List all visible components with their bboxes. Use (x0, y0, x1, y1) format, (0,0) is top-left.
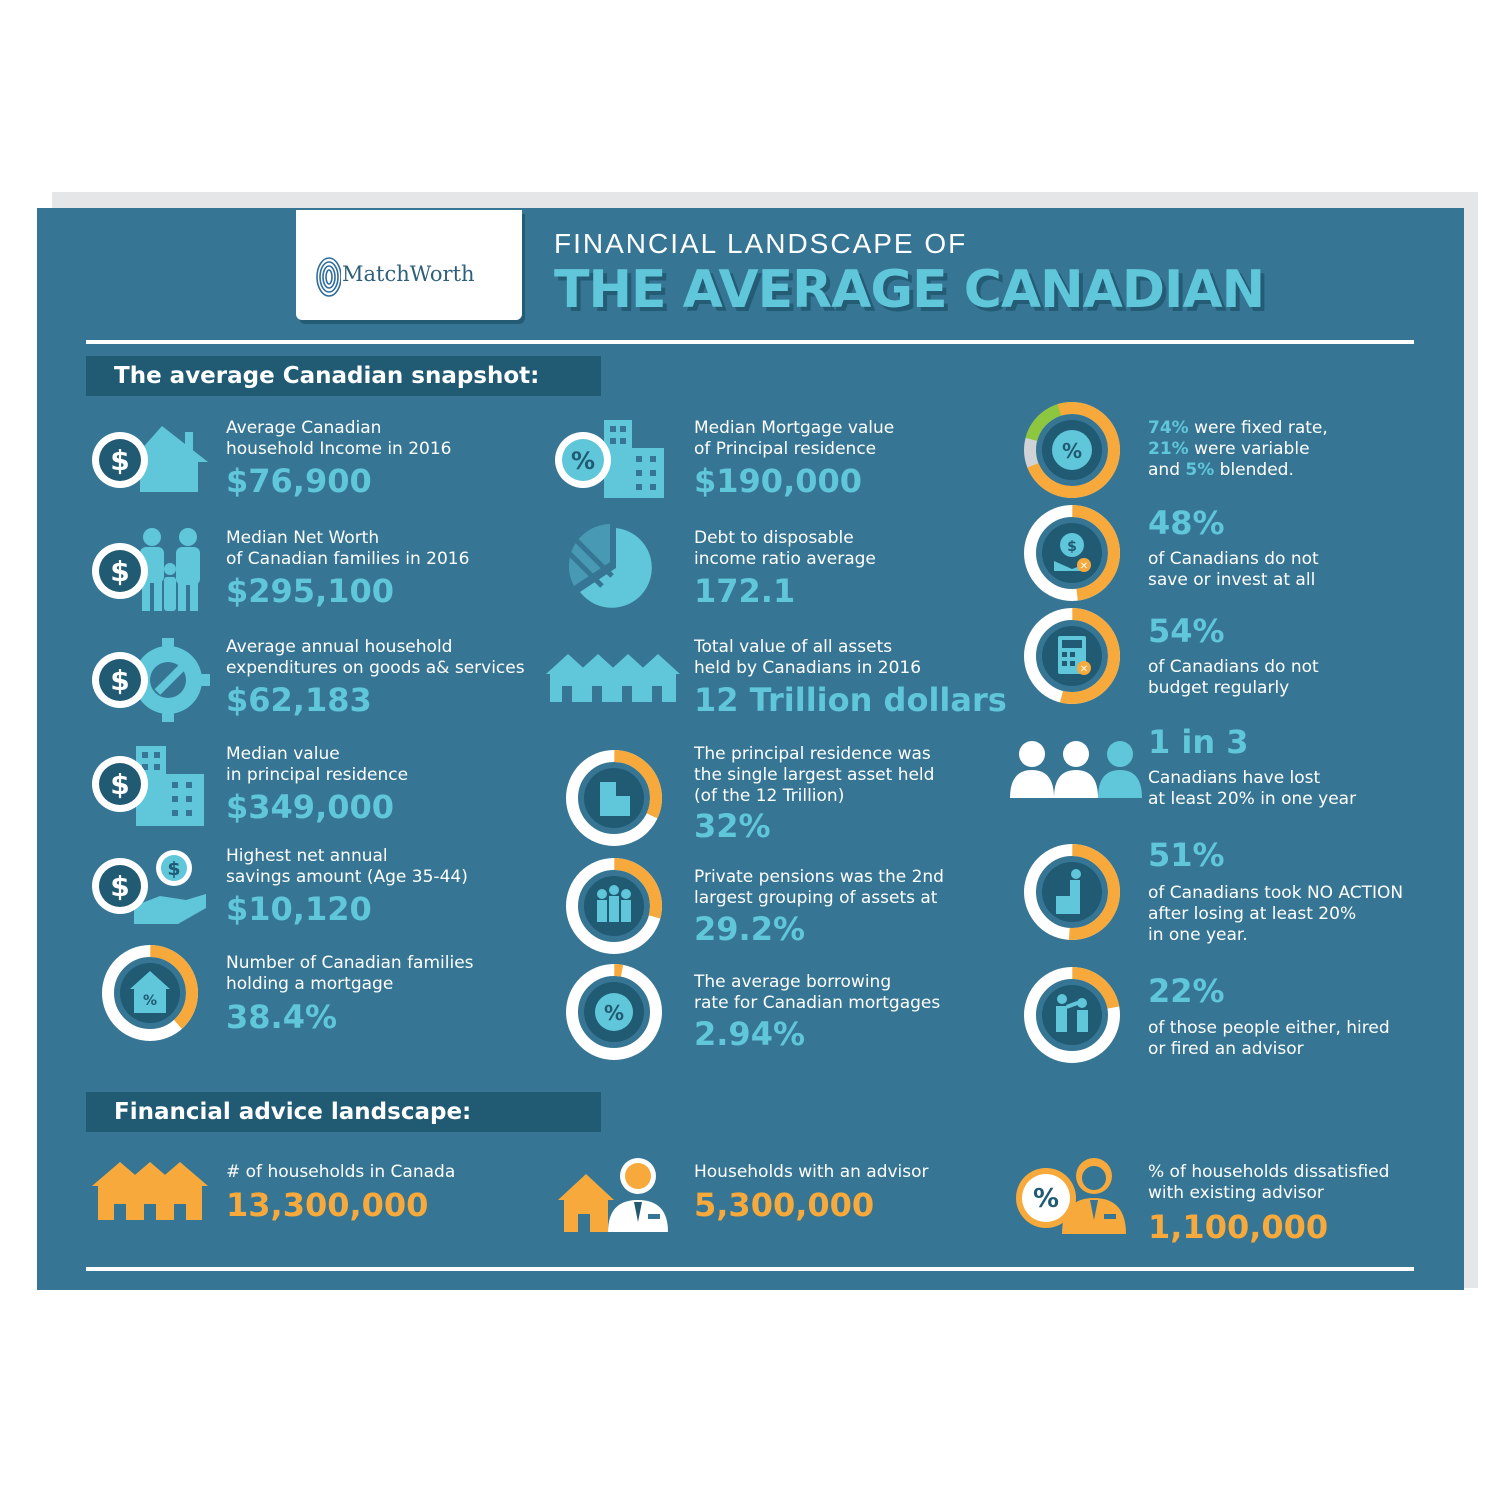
principal-residence-value: 32% (694, 807, 771, 845)
percent-building-icon (552, 418, 670, 500)
top-divider (86, 340, 1414, 344)
hired-fired-value: 22% (1148, 972, 1225, 1010)
brand-name: MatchWorth (342, 262, 475, 286)
no-action-value: 51% (1148, 836, 1225, 874)
pensions-value: 29.2% (694, 910, 806, 948)
income-value: $76,900 (226, 462, 372, 500)
pensions-label: Private pensions was the 2nd largest grouping of assets at (694, 867, 944, 908)
mortgage-types-text (1148, 418, 1328, 481)
blended-text: blended. (1214, 460, 1294, 480)
dissatisfied-advisor-icon (1014, 1154, 1130, 1234)
svg-text:✕: ✕ (1079, 561, 1089, 572)
mortgage-value-label: Median Mortgage value of Principal residence (694, 418, 895, 459)
residence-value: $349,000 (226, 788, 395, 826)
net-worth-label: Median Net Worth of Canadian families in 2016 (226, 528, 470, 569)
advisor-households-label: Households with an advisor (694, 1162, 929, 1182)
svg-text:%: % (1032, 1184, 1060, 1214)
mortgage-types-donut-icon (1022, 400, 1122, 500)
svg-text:$: $ (110, 444, 130, 477)
section-advice: Financial advice landscape: (86, 1092, 601, 1132)
no-action-label: of Canadians took NO ACTION after losing at least 20% in one year. (1148, 883, 1404, 945)
one-in-three-label: Canadians have lost at least 20% in one year (1148, 768, 1357, 809)
expenditures-label: Average annual household expenditures on goods a& services (226, 637, 525, 678)
and-text: and (1148, 460, 1186, 480)
borrowing-rate-value: 2.94% (694, 1015, 806, 1053)
svg-text:%: % (570, 447, 596, 475)
dissatisfied-value: 1,100,000 (1148, 1208, 1329, 1246)
section-snapshot: The average Canadian snapshot: (86, 356, 601, 396)
svg-text:%: % (142, 993, 158, 1009)
borrowing-rate-label: The average borrowing rate for Canadian mortgages (694, 972, 941, 1013)
rate-donut-icon (564, 962, 664, 1062)
advisor-households-value: 5,300,000 (694, 1186, 875, 1224)
title-line-1: FINANCIAL LANDSCAPE OF (554, 228, 968, 259)
expenditures-value: $62,183 (226, 681, 372, 719)
svg-text:✕: ✕ (1079, 664, 1089, 675)
dissatisfied-label: % of households dissatisfied with existing advisor (1148, 1162, 1390, 1203)
svg-text:$: $ (1067, 539, 1077, 555)
savings-label: Highest net annual savings amount (Age 35-44) (226, 846, 468, 887)
residence-value-label: Median value in principal residence (226, 744, 409, 785)
savings-value: $10,120 (226, 890, 372, 928)
advisor-donut-icon (1022, 965, 1122, 1065)
houses-row-icon (546, 650, 680, 706)
svg-text:$: $ (110, 870, 130, 903)
svg-text:$: $ (110, 555, 130, 588)
no-budget-value: 54% (1148, 612, 1225, 650)
svg-text:$: $ (167, 858, 181, 880)
hired-fired-label: of those people either, hired or fired an advisor (1148, 1018, 1390, 1059)
blended-pct: 5% (1185, 460, 1215, 480)
svg-text:%: % (1061, 439, 1083, 463)
debt-ratio-value: 172.1 (694, 572, 796, 610)
households-icon (92, 1160, 210, 1222)
households-label: # of households in Canada (226, 1162, 456, 1182)
fingerprint-logo-icon (313, 255, 341, 299)
svg-text:%: % (603, 1001, 625, 1025)
fixed-text: were fixed rate, (1188, 418, 1328, 438)
three-people-icon (1008, 736, 1148, 800)
net-worth-value: $295,100 (226, 572, 395, 610)
pension-donut-icon (564, 856, 664, 956)
fixed-pct: 74% (1148, 418, 1189, 438)
total-assets-label: Total value of all assets held by Canadians in 2016 (694, 637, 922, 678)
svg-text:$: $ (110, 768, 130, 801)
households-value: 13,300,000 (226, 1186, 429, 1224)
no-budget-label: of Canadians do not budget regularly (1148, 657, 1319, 698)
mortgage-families-value: 38.4% (226, 998, 338, 1036)
bottom-divider (86, 1267, 1414, 1271)
residence-donut-icon (564, 748, 664, 848)
no-budget-donut-icon (1022, 606, 1122, 706)
pie-chart-icon (566, 520, 660, 614)
title-line-2: THE AVERAGE CANADIAN (554, 260, 1265, 320)
mortgage-donut-icon (100, 943, 200, 1043)
dollar-hand-icon (90, 848, 210, 932)
dollar-building-icon (90, 742, 210, 828)
svg-text:$: $ (110, 664, 130, 697)
variable-text: were variable (1188, 439, 1310, 459)
mortgage-value: $190,000 (694, 462, 863, 500)
variable-pct: 21% (1148, 439, 1189, 459)
no-save-value: 48% (1148, 504, 1225, 542)
income-label: Average Canadian household Income in 2016 (226, 418, 452, 459)
no-save-label: of Canadians do not save or invest at all (1148, 549, 1319, 590)
house-advisor-icon (558, 1154, 674, 1234)
no-save-donut-icon (1022, 503, 1122, 603)
total-assets-value: 12 Trillion dollars (694, 681, 1007, 719)
no-action-donut-icon (1022, 842, 1122, 942)
dollar-family-icon (90, 525, 210, 615)
dollar-house-icon (90, 420, 210, 500)
principal-residence-label: The principal residence was the single largest asset held (of the 12 Trillion) (694, 744, 935, 806)
one-in-three-value: 1 in 3 (1148, 723, 1249, 761)
debt-ratio-label: Debt to disposable income ratio average (694, 528, 876, 569)
dollar-gear-icon (90, 635, 210, 725)
mortgage-families-label: Number of Canadian families holding a mortgage (226, 953, 474, 994)
